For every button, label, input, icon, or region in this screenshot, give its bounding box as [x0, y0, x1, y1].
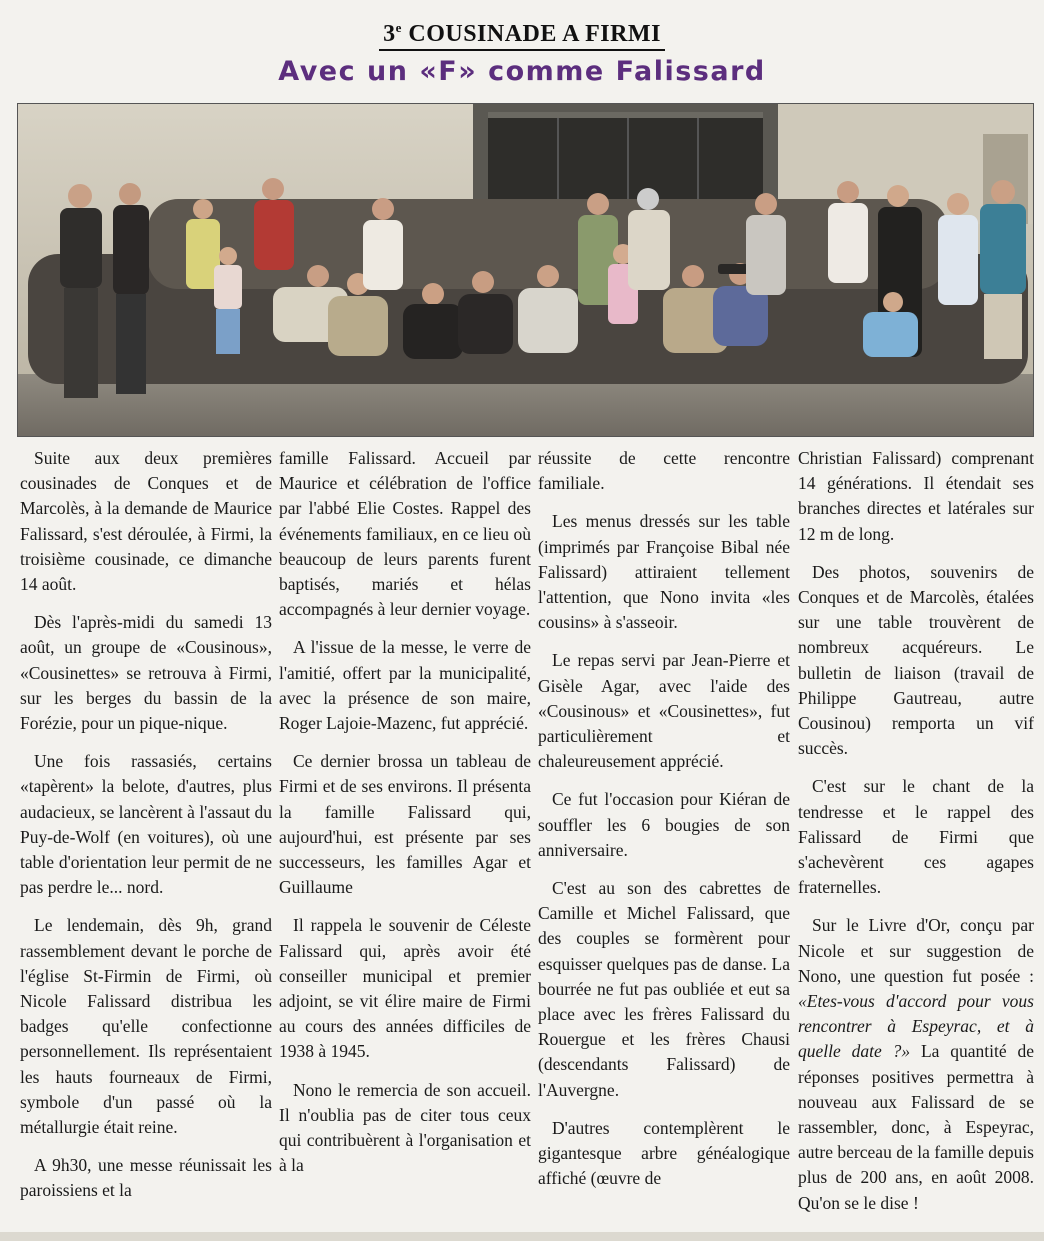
- kicker-ordinal: 3: [383, 21, 396, 47]
- paragraph: Le repas servi par Jean-Pierre et Gisèle Agar, avec l'aide des «Cousinous» et «Cousinettes», fut particulièrement et chaleureusement apprécié.: [538, 650, 790, 772]
- paragraph: Dès l'après-midi du samedi 13 août, un groupe de «Cousinous», «Cousinettes» se retrouva à Firmi, sur les berges du bassin de la Forézie, pour un pique-nique.: [20, 612, 272, 734]
- group-photo-illustration: [18, 104, 1034, 437]
- column-3: [538, 446, 790, 1204]
- article-kicker: [0, 14, 1044, 51]
- paragraph: Ce dernier brossa un tableau de Firmi et de ses environs. Il présenta la famille Falissard qui, aujourd'hui, est présente par ses successeurs, les familles Agar et Guillaume: [279, 751, 531, 898]
- paragraph: Ce fut l'occasion pour Kiéran de souffler les 6 bougies de son anniversaire.: [538, 789, 790, 860]
- paragraph-text: Sur le Livre d'Or, conçu par Nicole et sur suggestion de Nono, une question fut posée :: [798, 915, 1034, 986]
- paragraph: Il rappela le souvenir de Céleste Falissard qui, après avoir été conseiller municipal et premier adjoint, se vit élire maire de Firmi au cours des années difficiles de 1938 à 1945.: [279, 915, 531, 1062]
- paragraph-text: La quantité de réponses positives permettra à nouveau aux Falissard de se rassembler, donc, à Espeyrac, autre berceau de la famille depuis plus de 200 ans, en août 2008. Qu'on se le dise !: [798, 1041, 1034, 1213]
- article-headline: Avec un «F» comme Falissard: [278, 56, 766, 87]
- column-2: [279, 446, 531, 1191]
- paragraph: Des photos, souvenirs de Conques et de Marcolès, étalées sur une table trouvèrent de nombreux acquéreurs. Le bulletin de liaison (travail de Philippe Gautreau, autre Cousinou) remporta un vif succès.: [798, 561, 1034, 759]
- paragraph: Le lendemain, dès 9h, grand rassemblement devant le porche de l'église St-Firmin de Firmi, où Nicole Falissard distribua les badges qu'elle confectionne personnellement. Ils représentaient les hauts fourneaux de Firmi, symbole d'un passé où la métallurgie était reine.: [20, 915, 272, 1138]
- paragraph: A l'issue de la messe, le verre de l'amitié, offert par la municipalité, avec la présence de son maire, Roger Lajoie-Mazenc, fut apprécié.: [279, 637, 531, 734]
- kicker-ordinal-suffix: e: [395, 20, 402, 35]
- paragraph: Christian Falissard) comprenant 14 générations. Il étendait ses branches directes et latérales sur 12 m de long.: [798, 448, 1034, 544]
- paragraph: C'est au son des cabrettes de Camille et Michel Falissard, que des couples se formèrent pour esquisser quelques pas de danse. La bourrée ne fut pas oubliée et eut sa place avec les frères Falissard du Rouergue et les frères Chausi (descendants Falissard) de l'Auvergne.: [538, 878, 790, 1100]
- paragraph: Suite aux deux premières cousinades de Conques et de Marcolès, à la demande de Maurice Falissard, s'est déroulée, à Firmi, la troisième cousinade, ce dimanche 14 août.: [20, 448, 272, 595]
- paragraph: Les menus dressés sur les table (imprimés par Françoise Bibal née Falissard) attiraient tellement l'attention, que Nono invita «les cousins» à s'asseoir.: [538, 511, 790, 633]
- paragraph: [798, 913, 1034, 1215]
- paragraph: Nono le remercia de son accueil. Il n'oublia pas de citer tous ceux qui contribuèrent à l'organisation et à la: [279, 1079, 531, 1176]
- kicker-text: COUSINADE A FIRMI: [401, 21, 661, 47]
- column-4: [798, 446, 1034, 1241]
- group-photo: [17, 103, 1034, 437]
- paragraph: réussite de cette rencontre familiale.: [538, 448, 790, 494]
- article-body: [0, 446, 1044, 1236]
- column-1: [20, 446, 272, 1217]
- paragraph: C'est sur le chant de la tendresse et le rappel des Falissard de Firmi que s'achevèrent ces agapes fraternelles.: [798, 776, 1034, 898]
- paragraph: Une fois rassasiés, certains «tapèrent» la belote, d'autres, plus audacieux, se lancèrent à l'assaut du Puy-de-Wolf (en voitures), où une table d'orientation leur permit de ne pas perdre le... nord.: [20, 751, 272, 898]
- paragraph: famille Falissard. Accueil par Maurice et célébration de l'office par l'abbé Elie Costes. Rappel des événements familiaux, en ce lieu où beaucoup de leurs parents furent baptisés, mariés et hélas accompagnés à leur dernier voyage.: [279, 448, 531, 620]
- crowd: [28, 178, 1028, 398]
- paragraph: A 9h30, une messe réunissait les paroissiens et la: [20, 1155, 272, 1201]
- paragraph: D'autres contemplèrent le gigantesque arbre généalogique affiché (œuvre de: [538, 1117, 790, 1189]
- livre-dor-question: «Etes-vous d'accord pour vous rencontrer à Espeyrac, et à quelle date ?»: [798, 991, 1034, 1062]
- page-bottom-edge: [0, 1232, 1044, 1241]
